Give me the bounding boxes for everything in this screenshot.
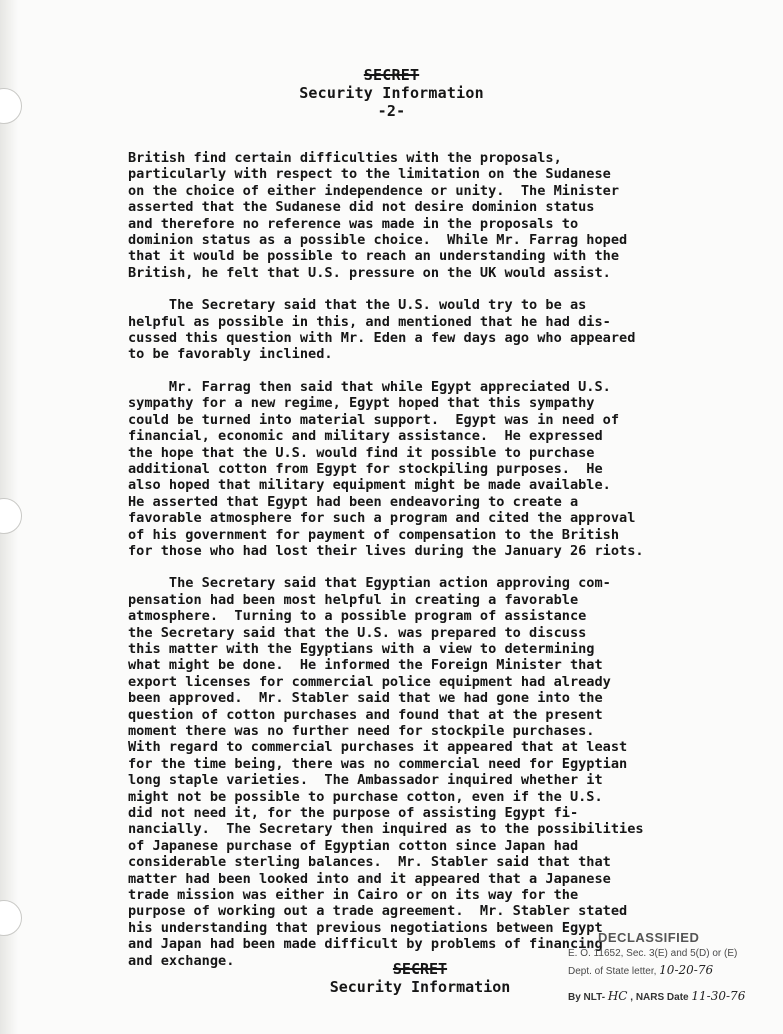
paragraph-line: Mr. Farrag then said that while Egypt appreciated U.S. <box>128 378 611 395</box>
footer-classification: SECRET <box>392 960 448 978</box>
paragraph-line: British find certain difficulties with the proposals, <box>128 150 562 166</box>
paragraph-line: particularly with respect to the limitation on the Sudanese <box>128 166 611 183</box>
paragraph-line: might not be possible to purchase cotton, even if the U.S. <box>128 788 603 805</box>
declassification-letter-date: 10-20-76 <box>659 963 714 977</box>
paragraph-line: and exchange. <box>128 952 235 969</box>
declassification-nars-label: , NARS Date <box>630 992 689 1003</box>
paragraph-line: financial, economic and military assistance. He expressed <box>128 428 603 445</box>
declassification-by-row <box>568 988 778 1006</box>
declassification-by-initials: HC <box>607 989 628 1003</box>
paragraph-line: and therefore no reference was made in the proposals to <box>128 215 579 232</box>
paragraph-line: also hoped that military equipment might be made available. <box>128 477 611 494</box>
paragraph-line: British, he felt that U.S. pressure on the UK would assist. <box>128 264 611 281</box>
paragraph-line: favorable atmosphere for such a program and cited the approval <box>128 510 636 527</box>
punch-hole-middle <box>0 498 22 534</box>
paragraph-line: what might be done. He informed the Foreign Minister that <box>128 657 603 674</box>
declassified-title: DECLASSIFIED <box>598 930 700 945</box>
paragraph-line: trade mission was either in Cairo or on its way for the <box>128 887 579 904</box>
paragraph-line: sympathy for a new regime, Egypt hoped that this sympathy <box>128 395 595 412</box>
declassification-by-label: By NLT- <box>568 992 606 1003</box>
paragraph-line: and Japan had been made difficult by problems of financing <box>128 936 603 953</box>
declassification-authority: E. O. 11652, Sec. 3(E) and 5(D) or (E) <box>568 948 738 959</box>
header-classification: SECRET <box>363 66 420 84</box>
paragraph-line: matter had been looked into and it appeared that a Japanese <box>128 870 611 887</box>
paragraph-line: this matter with the Egyptians with a view to determining <box>128 640 595 657</box>
paragraph-line: of Japanese purchase of Egyptian cotton since Japan had <box>128 837 579 854</box>
paragraph-line: of his government for payment of compensation to the British <box>128 526 620 543</box>
paragraph-line: on the choice of either independence or unity. The Minister <box>128 182 620 199</box>
paragraph-line: pensation had been most helpful in creating a favorable <box>128 591 579 608</box>
paragraph-line: export licenses for commercial police equipment had already <box>128 673 611 690</box>
paragraph-line: He asserted that Egypt had been endeavoring to create a <box>128 493 579 510</box>
paragraph-line: for the time being, there was no commercial need for Egyptian <box>128 755 628 772</box>
declassification-letter-label: Dept. of State letter, <box>568 966 657 977</box>
document-body <box>128 150 748 969</box>
paragraph-line: long staple varieties. The Ambassador inquired whether it <box>128 772 603 789</box>
paragraph-gap <box>128 363 748 379</box>
paragraph-gap <box>128 281 748 297</box>
declassification-stamp <box>568 930 778 1006</box>
paragraph-line: the hope that the U.S. would find it possible to purchase <box>128 444 595 461</box>
paragraph-line: moment there was no further need for stockpile purchases. <box>128 723 595 739</box>
declassification-letter-row <box>568 962 778 980</box>
paragraph-line: that it would be possible to reach an understanding with the <box>128 248 620 265</box>
paragraph-line: did not need it, for the purpose of assisting Egypt fi- <box>128 805 579 822</box>
paragraph-line: With regard to commercial purchases it appeared that at least <box>128 739 628 756</box>
paragraph <box>128 150 748 281</box>
paragraph-line: The Secretary said that the U.S. would try to be as <box>128 297 587 314</box>
paragraph-line: helpful as possible in this, and mentioned that he had dis- <box>128 313 611 330</box>
paragraph <box>128 575 748 969</box>
paragraph-line: purpose of working out a trade agreement. Mr. Stabler stated <box>128 903 628 920</box>
paragraph-line: nancially. The Secretary then inquired as to the possibilities <box>128 821 644 838</box>
paragraph-line: considerable sterling balances. Mr. Stabler said that that <box>128 854 611 871</box>
paragraph-line: could be turned into material support. Egypt was in need of <box>128 411 620 428</box>
paragraph <box>128 379 748 559</box>
punch-hole-bottom <box>0 900 22 936</box>
paragraph-line: question of cotton purchases and found that at the present <box>128 706 603 723</box>
header-page-number: -2- <box>377 102 406 120</box>
declassification-nars-date: 11-30-76 <box>691 989 746 1003</box>
paragraph-line: the Secretary said that the U.S. was prepared to discuss <box>128 624 587 641</box>
footer-security-information: Security Information <box>329 978 511 996</box>
paragraph-line: atmosphere. Turning to a possible program of assistance <box>128 608 587 625</box>
paragraph-line: The Secretary said that Egyptian action approving com- <box>128 575 611 592</box>
paragraph-line: for those who had lost their lives during the January 26 riots. <box>128 542 644 559</box>
paragraph <box>128 297 748 363</box>
paragraph-line: asserted that the Sudanese did not desire dominion status <box>128 199 595 216</box>
paragraph-line: dominion status as a possible choice. While Mr. Farrag hoped <box>128 232 628 249</box>
paragraph-gap <box>128 559 748 575</box>
paragraph-line: additional cotton from Egypt for stockpiling purposes. He <box>128 460 603 477</box>
paragraph-line: his understanding that previous negotiations between Egypt <box>128 919 603 936</box>
header-security-information: Security Information <box>299 84 484 102</box>
paragraph-line: been approved. Mr. Stabler said that we had gone into the <box>128 690 603 707</box>
paragraph-line: to be favorably inclined. <box>128 346 333 363</box>
paragraph-line: cussed this question with Mr. Eden a few days ago who appeared <box>128 330 636 347</box>
